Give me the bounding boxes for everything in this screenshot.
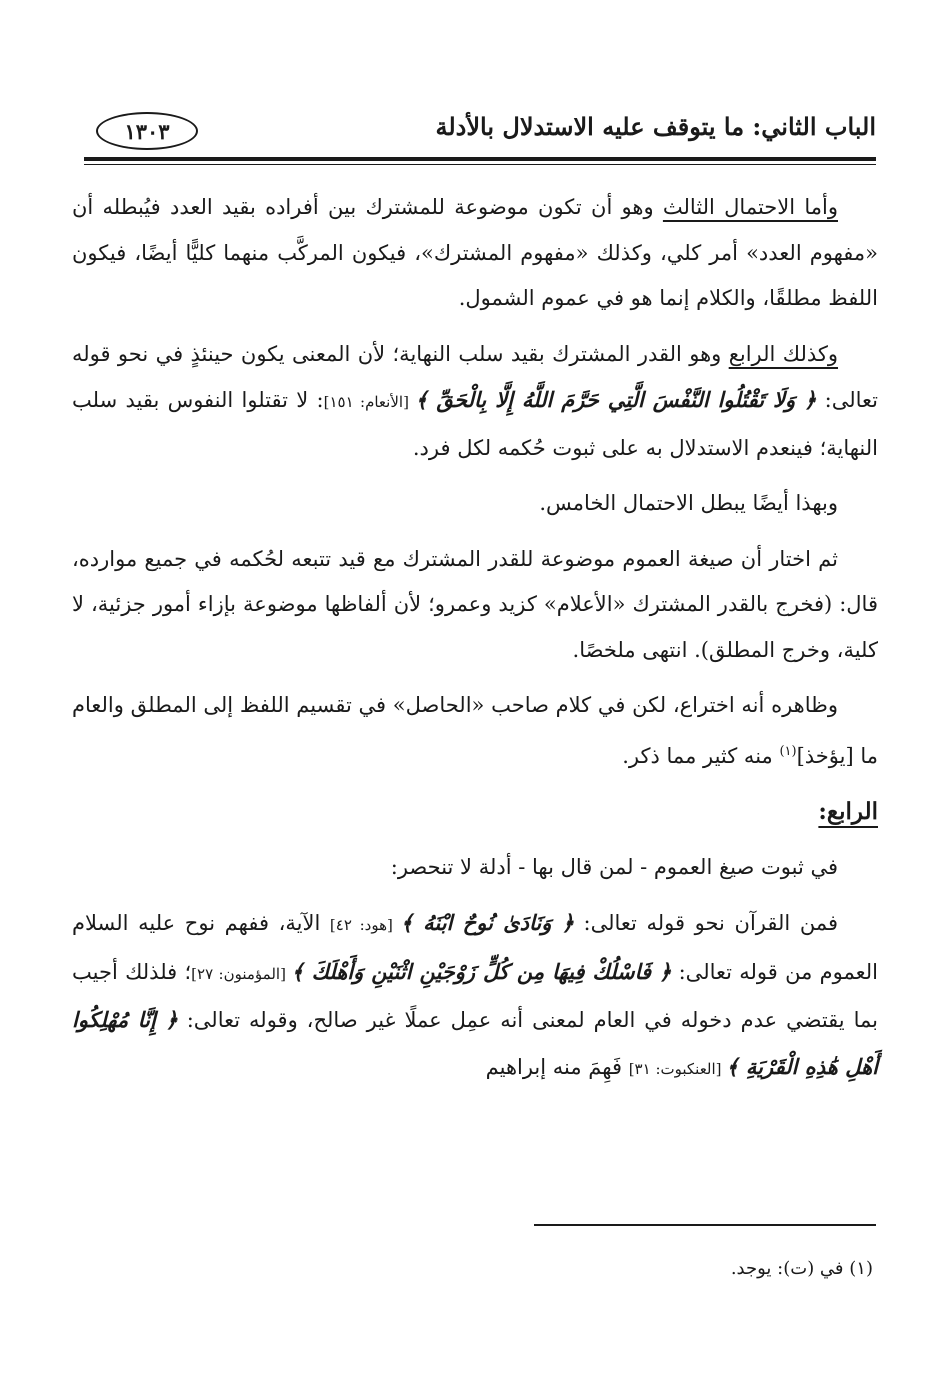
section-heading: الرابع: (818, 798, 878, 825)
paragraph-2-text-b: : لا تقتلوا النفوس بقيد سلب النهاية؛ فينعدم الاستدلال به على ثبوت حُكمه لكل فرد. (72, 388, 878, 460)
paragraph-3: وبهذا أيضًا يبطل الاحتمال الخامس. (539, 491, 838, 515)
paragraph-7-text-d: فَهِمَ منه إبراهيم (485, 1054, 629, 1079)
quran-verse: ﴿ وَلَا تَقْتُلُوا النَّفْسَ الَّتِي حَرَّمَ اللَّهُ إِلَّا بِالْحَقِّ ﴾ (415, 387, 817, 412)
chapter-title: الباب الثاني: ما يتوقف عليه الاستدلال بالأدلة (435, 112, 876, 141)
paragraph-6: في ثبوت صيغ العموم - لمن قال بها - أدلة لا تنحصر: (390, 854, 838, 879)
paragraph-7 (72, 900, 878, 1092)
verse-reference: [المؤمنون: ٢٧] (191, 964, 292, 983)
verse-reference: [الأنعام: ١٥١] (323, 393, 416, 411)
footnote-separator (534, 1224, 876, 1226)
footnote: (١) في (ت): يوجد. (730, 1258, 873, 1279)
paragraph-7-text-a: فمن القرآن نحو قوله تعالى: (573, 911, 838, 935)
paragraph-5 (72, 683, 878, 779)
paragraph-4: ثم اختار أن صيغة العموم موضوعة للقدر المشترك مع قيد تتبعه لحُكمه في جميع موارده، قال: (فخرج بالقدر المشترك «الأعلام» كزيد وعمرو؛ لأن ألفاظها موضوعة بإزاء أمور جزئية، لا كلية، وخرج المطلق). انتهى ملخصًا. (72, 546, 878, 662)
paragraph-7-text-c: ؛ فلذلك أجيب بما يقتضي عدم دخوله في العام لمعنى أنه عمِل عملًا غير صالح، وقوله تعالى: (72, 959, 878, 1032)
paragraph-5-text-a: وظاهره أنه اختراع، لكن في كلام صاحب «الحاصل» في تقسيم اللفظ إلى المطلق والعام ما [يؤخذ] (72, 693, 878, 768)
verse-reference: [هود: ٤٢] (329, 916, 401, 934)
paragraph-1-text: وهو أن تكون موضوعة للمشترك بين أفراده بقيد العدد فيُبطله أن «مفهوم العدد» أمر كلي، وكذلك «مفهوم المشترك»، فيكون المركَّب منهما كليًّا أيضًا، فيكون اللفظ مطلقًا، والكلام إنما هو في عموم الشمول. (72, 195, 878, 310)
main-text (72, 185, 878, 1102)
paragraph-1-lead: وأما الاحتمال الثالث (662, 195, 838, 219)
quran-verse: ﴿ فَاسْلُكْ فِيهَا مِن كُلٍّ زَوْجَيْنِ اثْنَيْنِ وَأَهْلَكَ ﴾ (291, 958, 672, 984)
footnote-marker: (١) (779, 743, 797, 759)
quran-verse: ﴿ إِنَّا مُهْلِكُوا أَهْلِ هَٰذِهِ الْقَرْيَةِ ﴾ (72, 1007, 878, 1079)
page-number-badge: ١٣٠٣ (96, 112, 198, 150)
paragraph-7-text-b: الآية، ففهم نوح عليه السلام العموم من قوله تعالى: (72, 911, 878, 984)
paragraph-2 (72, 332, 878, 472)
verse-reference: [العنكبوت: ٣١] (628, 1059, 727, 1078)
header-rule-thin (84, 164, 876, 165)
paragraph-2-text-a: وهو القدر المشترك بقيد سلب النهاية؛ لأن المعنى يكون حينئذٍ في نحو قوله تعالى: (72, 341, 879, 412)
paragraph-1 (72, 185, 878, 322)
paragraph-2-lead: وكذلك الرابع (728, 341, 839, 366)
quran-verse: ﴿ وَنَادَىٰ نُوحٌ ابْنَهُ ﴾ (400, 910, 574, 935)
paragraph-5-text-b: منه كثير مما ذكر. (622, 743, 780, 768)
page-header (84, 104, 876, 156)
header-rule-thick (84, 157, 876, 161)
